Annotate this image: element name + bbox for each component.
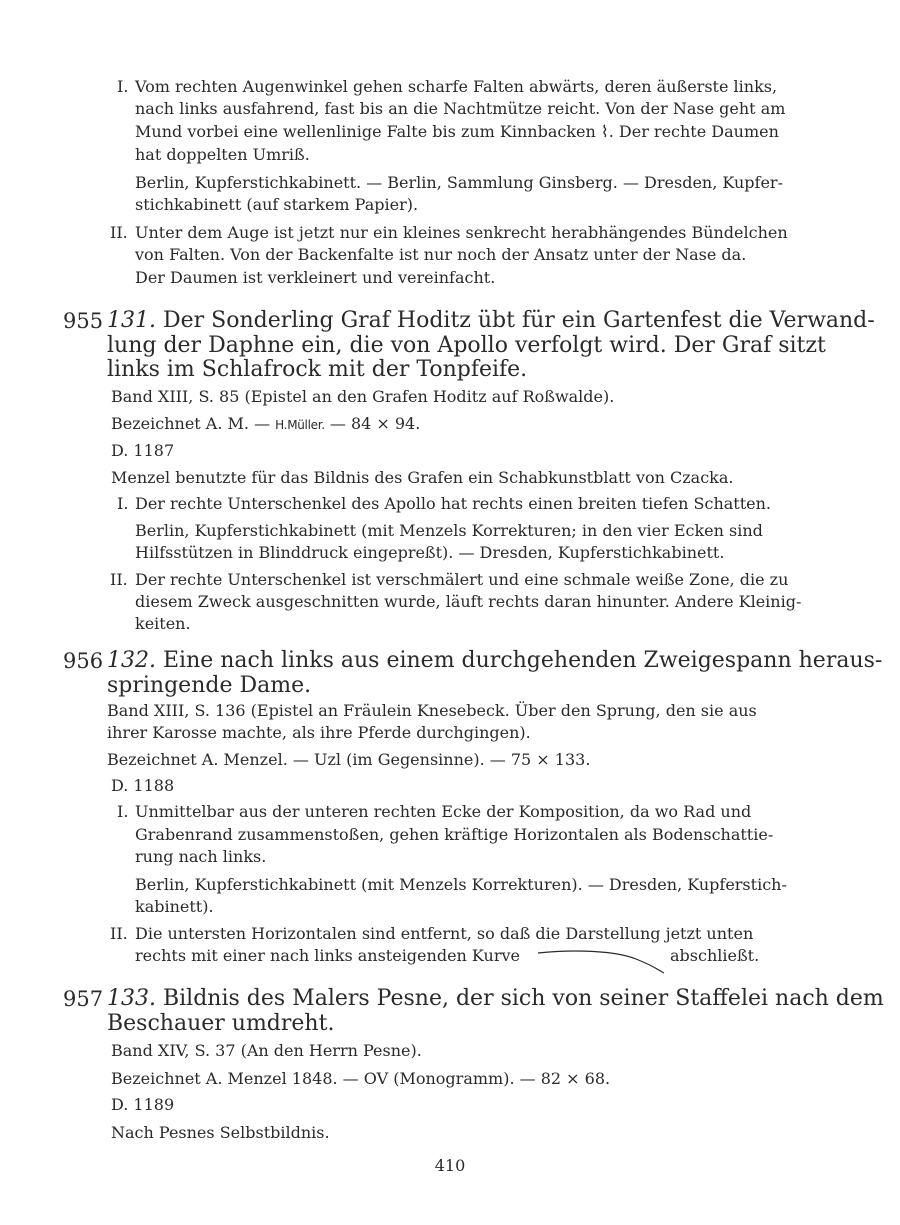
state-text-line: Grabenrand zusammenstoßen, gehen kräftige Horizontalen als Bodenschattie- — [135, 825, 774, 844]
state-text-line: rung nach links. — [135, 847, 267, 866]
d-number: D. 1189 — [111, 1095, 175, 1114]
collection-line: Berlin, Kupferstichkabinett. — Berlin, Sammlung Ginsberg. — Dresden, Kupfer- — [135, 173, 783, 192]
state-text-line: Vom rechten Augenwinkel gehen scharfe Falten abwärts, deren äußerste links, — [135, 77, 778, 96]
state-label-I: I. — [117, 77, 129, 96]
entry-note: Menzel benutzte für das Bildnis des Grafen ein Schabkunstblatt von Czacka. — [111, 468, 734, 487]
entry-title-text: Der Sonderling Graf Hoditz übt für ein Gartenfest die Verwand- — [155, 308, 875, 333]
state-text-line: hat doppelten Umriß. — [135, 145, 310, 164]
signature-line: Bezeichnet A. M. — H.Müller. — 84 × 94. — [111, 414, 421, 433]
state-text-line: Unter dem Auge ist jetzt nur ein kleines senkrecht herabhängendes Bündelchen — [135, 223, 788, 242]
d-number: D. 1187 — [111, 441, 175, 460]
band-reference: ihrer Karosse machte, als ihre Pferde durchgingen). — [107, 723, 531, 742]
state-text-line: Die untersten Horizontalen sind entfernt, so daß die Darstellung jetzt unten — [135, 924, 754, 943]
state-text-line: Der rechte Unterschenkel ist verschmälert und eine schmale weiße Zone, die zu — [135, 570, 789, 589]
state-text-line: abschließt. — [670, 946, 760, 965]
page-number: 410 — [434, 1156, 466, 1175]
collection-line: Hilfsstützen in Blinddruck eingepreßt). — Dresden, Kupferstichkabinett. — [135, 543, 725, 562]
entry-title-line — [107, 308, 875, 334]
entry-title-line — [107, 648, 882, 674]
d-number: D. 1188 — [111, 776, 175, 795]
state-label-II: II. — [110, 223, 128, 242]
state-text-line: diesem Zweck ausgeschnitten wurde, läuft rechts daran hinunter. Andere Kleinig- — [135, 592, 802, 611]
state-text-line: keiten. — [135, 614, 191, 633]
entry-title-text: Bildnis des Malers Pesne, der sich von seiner Staffelei nach dem — [155, 986, 884, 1011]
collection-line: Berlin, Kupferstichkabinett (mit Menzels Korrekturen). — Dresden, Kupferstich- — [135, 875, 787, 894]
handwritten-signature: H.Müller. — [275, 418, 325, 432]
band-reference: Band XIII, S. 85 (Epistel an den Grafen Hoditz auf Roßwalde). — [111, 387, 615, 406]
state-label-I: I. — [117, 494, 129, 513]
entry-title-line: Beschauer umdreht. — [107, 1011, 335, 1036]
state-text-line: nach links ausfahrend, fast bis an die Nachtmütze reicht. Von der Nase geht am — [135, 99, 786, 118]
entry-title-line — [107, 986, 884, 1012]
state-text-line: von Falten. Von der Backenfalte ist nur noch der Ansatz unter der Nase da. — [135, 245, 747, 264]
state-label-I: I. — [117, 802, 129, 821]
entry-number: 956 — [63, 649, 104, 673]
state-text-line: Unmittelbar aus der unteren rechten Ecke der Komposition, da wo Rad und — [135, 802, 752, 821]
signature-line: Bezeichnet A. Menzel 1848. — OV (Monogramm). — 82 × 68. — [111, 1069, 611, 1088]
state-text-line: rechts mit einer nach links ansteigenden Kurve — [135, 946, 520, 965]
entry-subnumber: 132. — [107, 648, 156, 673]
band-reference: Band XIV, S. 37 (An den Herrn Pesne). — [111, 1041, 422, 1060]
entry-title-line: lung der Daphne ein, die von Apollo verfolgt wird. Der Graf sitzt — [107, 333, 826, 358]
state-text-line: Mund vorbei eine wellenlinige Falte bis zum Kinnbacken ⌇. Der rechte Daumen — [135, 122, 779, 141]
state-label-II: II. — [110, 924, 128, 943]
collection-line: stichkabinett (auf starkem Papier). — [135, 195, 419, 214]
entry-title-text: Eine nach links aus einem durchgehenden Zweigespann heraus- — [155, 648, 883, 673]
signature-line: Bezeichnet A. Menzel. — Uzl (im Gegensinne). — 75 × 133. — [107, 750, 591, 769]
entry-subnumber: 133. — [107, 986, 156, 1011]
entry-number: 955 — [63, 309, 104, 333]
state-text-line: Der rechte Unterschenkel des Apollo hat rechts einen breiten tiefen Schatten. — [135, 494, 772, 513]
state-label-II: II. — [110, 570, 128, 589]
entry-title-line: links im Schlafrock mit der Tonpfeife. — [107, 357, 528, 382]
entry-number: 957 — [63, 987, 104, 1011]
entry-note: Nach Pesnes Selbstbildnis. — [111, 1123, 330, 1142]
band-reference: Band XIII, S. 136 (Epistel an Fräulein Knesebeck. Über den Sprung, den sie aus — [107, 701, 757, 720]
collection-line: Berlin, Kupferstichkabinett (mit Menzels Korrekturen; in den vier Ecken sind — [135, 521, 763, 540]
entry-subnumber: 131. — [107, 308, 156, 333]
curve-illustration-icon — [536, 945, 666, 975]
entry-title-line: springende Dame. — [107, 673, 312, 698]
collection-line: kabinett). — [135, 897, 214, 916]
state-text-line: Der Daumen ist verkleinert und vereinfacht. — [135, 268, 496, 287]
